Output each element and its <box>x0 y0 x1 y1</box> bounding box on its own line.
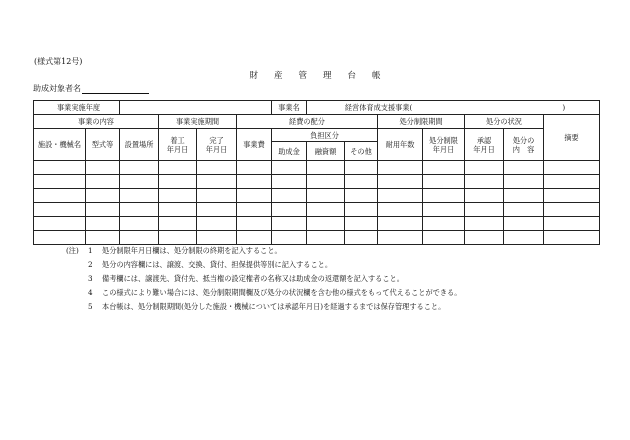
cell[interactable] <box>465 217 504 231</box>
business-name-text: 経営体育成支援事業( <box>344 103 413 112</box>
business-year-value[interactable] <box>120 101 272 115</box>
cell[interactable] <box>544 217 600 231</box>
cell[interactable] <box>159 189 197 203</box>
cell[interactable] <box>345 203 378 217</box>
note-number: 4 <box>88 287 93 297</box>
cell[interactable] <box>272 231 307 245</box>
business-year-label: 事業実施年度 <box>34 101 120 115</box>
cell[interactable] <box>86 231 120 245</box>
cell[interactable] <box>237 217 272 231</box>
cell[interactable] <box>345 217 378 231</box>
cell[interactable] <box>237 189 272 203</box>
cell[interactable] <box>120 203 159 217</box>
cell[interactable] <box>86 203 120 217</box>
cell[interactable] <box>307 217 345 231</box>
col-end-date <box>197 129 237 161</box>
cell[interactable] <box>465 203 504 217</box>
header-row-3 <box>34 129 600 142</box>
cell[interactable] <box>307 161 345 175</box>
note-text: 本台帳は、処分制限期間(処分した施設・機械については承認年月日)を経過するまでは保存管理すること。 <box>102 301 446 311</box>
col-subsidy: 助成金 <box>272 142 307 161</box>
note-number: 5 <box>88 301 93 311</box>
cell[interactable] <box>86 189 120 203</box>
cell[interactable] <box>159 175 197 189</box>
table-row <box>34 189 600 203</box>
col-disposal-content-line2: 内 容 <box>512 144 535 154</box>
header-row-1 <box>34 101 600 115</box>
cell[interactable] <box>345 175 378 189</box>
cell[interactable] <box>272 161 307 175</box>
col-end-date-line1: 完了 <box>209 135 224 145</box>
cell[interactable] <box>423 231 465 245</box>
col-end-date-line2: 年月日 <box>205 144 228 154</box>
col-group-period: 事業実施期間 <box>159 115 237 129</box>
cell[interactable] <box>237 231 272 245</box>
cell[interactable] <box>86 217 120 231</box>
cell[interactable] <box>378 217 423 231</box>
title-char: 帳 <box>372 71 381 81</box>
col-limit-date-line1: 処分制限 <box>429 135 458 145</box>
col-start-date <box>159 129 197 161</box>
cell[interactable] <box>307 203 345 217</box>
cell[interactable] <box>504 175 544 189</box>
col-limit-date <box>423 129 465 161</box>
header-row-2 <box>34 115 600 129</box>
asset-ledger-table <box>33 100 600 245</box>
cell[interactable] <box>197 175 237 189</box>
cell[interactable] <box>159 217 197 231</box>
cell[interactable] <box>159 161 197 175</box>
cell[interactable] <box>544 203 600 217</box>
note-number: 3 <box>88 273 93 283</box>
cell[interactable] <box>345 189 378 203</box>
col-limit-date-line2: 年月日 <box>432 144 455 154</box>
cell[interactable] <box>345 231 378 245</box>
col-project-cost: 事業費 <box>237 129 272 161</box>
cell[interactable] <box>378 189 423 203</box>
table-row <box>34 175 600 189</box>
cell[interactable] <box>378 161 423 175</box>
cell[interactable] <box>465 161 504 175</box>
cell[interactable] <box>237 161 272 175</box>
col-start-date-line2: 年月日 <box>166 144 189 154</box>
col-group-disposal-limit: 処分制限期間 <box>378 115 465 129</box>
cell[interactable] <box>272 217 307 231</box>
cell[interactable] <box>307 175 345 189</box>
cell[interactable] <box>504 231 544 245</box>
col-disposal-content <box>504 129 544 161</box>
cell[interactable] <box>272 175 307 189</box>
note-item <box>66 272 461 286</box>
cell[interactable] <box>378 175 423 189</box>
cell[interactable] <box>544 161 600 175</box>
cell[interactable] <box>237 175 272 189</box>
note-number: 1 <box>88 246 93 255</box>
cell[interactable] <box>465 231 504 245</box>
recipient-field <box>33 83 149 94</box>
cell[interactable] <box>159 203 197 217</box>
notes-prefix: (注) <box>66 246 79 255</box>
cell[interactable] <box>34 203 86 217</box>
note-item <box>66 258 461 272</box>
cell[interactable] <box>423 189 465 203</box>
table-row <box>34 231 600 245</box>
notes-section <box>66 244 461 314</box>
note-item <box>66 300 461 314</box>
cell[interactable] <box>465 175 504 189</box>
cell[interactable] <box>86 175 120 189</box>
page-title <box>0 69 630 81</box>
cell[interactable] <box>120 189 159 203</box>
col-other: その他 <box>345 142 378 161</box>
business-name-close: ) <box>562 103 566 112</box>
cell[interactable] <box>34 189 86 203</box>
title-char: 産 <box>273 71 283 81</box>
col-useful-life: 耐用年数 <box>378 129 423 161</box>
cell[interactable] <box>544 231 600 245</box>
cell[interactable] <box>34 217 86 231</box>
cell[interactable] <box>423 217 465 231</box>
cell[interactable] <box>504 203 544 217</box>
table-row <box>34 203 600 217</box>
title-char: 管 <box>298 71 307 81</box>
title-char: 理 <box>323 71 332 81</box>
cell[interactable] <box>465 189 504 203</box>
cell[interactable] <box>423 161 465 175</box>
cell[interactable] <box>120 161 159 175</box>
cell[interactable] <box>272 189 307 203</box>
title-char: 財 <box>249 71 258 81</box>
cell[interactable] <box>307 189 345 203</box>
note-number: 2 <box>88 259 93 269</box>
recipient-label: 助成対象者名 <box>33 84 81 93</box>
business-name-value[interactable] <box>307 101 600 115</box>
form-number: (様式第12号) <box>34 57 83 66</box>
cell[interactable] <box>544 189 600 203</box>
cell[interactable] <box>423 203 465 217</box>
col-loan: 融資額 <box>307 142 345 161</box>
business-name-label: 事業名 <box>272 101 307 115</box>
col-facility-name: 施設・機械名 <box>34 129 86 161</box>
cell[interactable] <box>197 161 237 175</box>
cell[interactable] <box>504 161 544 175</box>
cell[interactable] <box>120 231 159 245</box>
cell[interactable] <box>504 217 544 231</box>
cell[interactable] <box>34 161 86 175</box>
col-location: 設置場所 <box>120 129 159 161</box>
cell[interactable] <box>86 161 120 175</box>
note-text: 備考欄には、譲渡先、貸付先、抵当権の設定権者の名称又は助成金の返還額を記入すること。 <box>102 273 404 283</box>
cell[interactable] <box>237 203 272 217</box>
col-group-content: 事業の内容 <box>34 115 159 129</box>
table-row <box>34 217 600 231</box>
cell[interactable] <box>34 231 86 245</box>
note-text: 処分制限年月日欄は、処分制限の終期を記入すること。 <box>102 246 282 255</box>
col-start-date-line1: 着工 <box>170 135 185 145</box>
col-remarks: 摘要 <box>544 115 600 161</box>
recipient-underline[interactable] <box>82 84 149 94</box>
cell[interactable] <box>120 175 159 189</box>
cell[interactable] <box>504 189 544 203</box>
cell[interactable] <box>197 189 237 203</box>
cell[interactable] <box>197 231 237 245</box>
col-disposal-content-line1: 処分の <box>512 135 535 145</box>
note-item <box>66 286 461 300</box>
title-char: 台 <box>347 71 357 81</box>
col-group-cost-allocation: 経費の配分 <box>237 115 378 129</box>
cell[interactable] <box>197 203 237 217</box>
cell[interactable] <box>544 175 600 189</box>
note-text: この様式により難い場合には、処分制限期間欄及び処分の状況欄を含む他の様式をもって代えることができる。 <box>102 287 462 297</box>
note-text: 処分の内容欄には、譲渡、交換、貸付、担保提供等別に記入すること。 <box>102 259 333 269</box>
cell[interactable] <box>120 217 159 231</box>
col-approval-date-line2: 年月日 <box>473 144 495 154</box>
col-approval-date-line1: 承認 <box>476 135 492 145</box>
cell[interactable] <box>345 161 378 175</box>
col-group-burden: 負担区分 <box>272 129 378 142</box>
cell[interactable] <box>378 203 423 217</box>
col-model: 型式等 <box>86 129 120 161</box>
cell[interactable] <box>423 175 465 189</box>
cell[interactable] <box>272 203 307 217</box>
cell[interactable] <box>197 217 237 231</box>
table-row <box>34 161 600 175</box>
cell[interactable] <box>34 175 86 189</box>
cell[interactable] <box>307 231 345 245</box>
note-item <box>66 244 461 258</box>
cell[interactable] <box>159 231 197 245</box>
col-approval-date <box>465 129 504 161</box>
cell[interactable] <box>378 231 423 245</box>
col-group-disposal-status: 処分の状況 <box>465 115 544 129</box>
